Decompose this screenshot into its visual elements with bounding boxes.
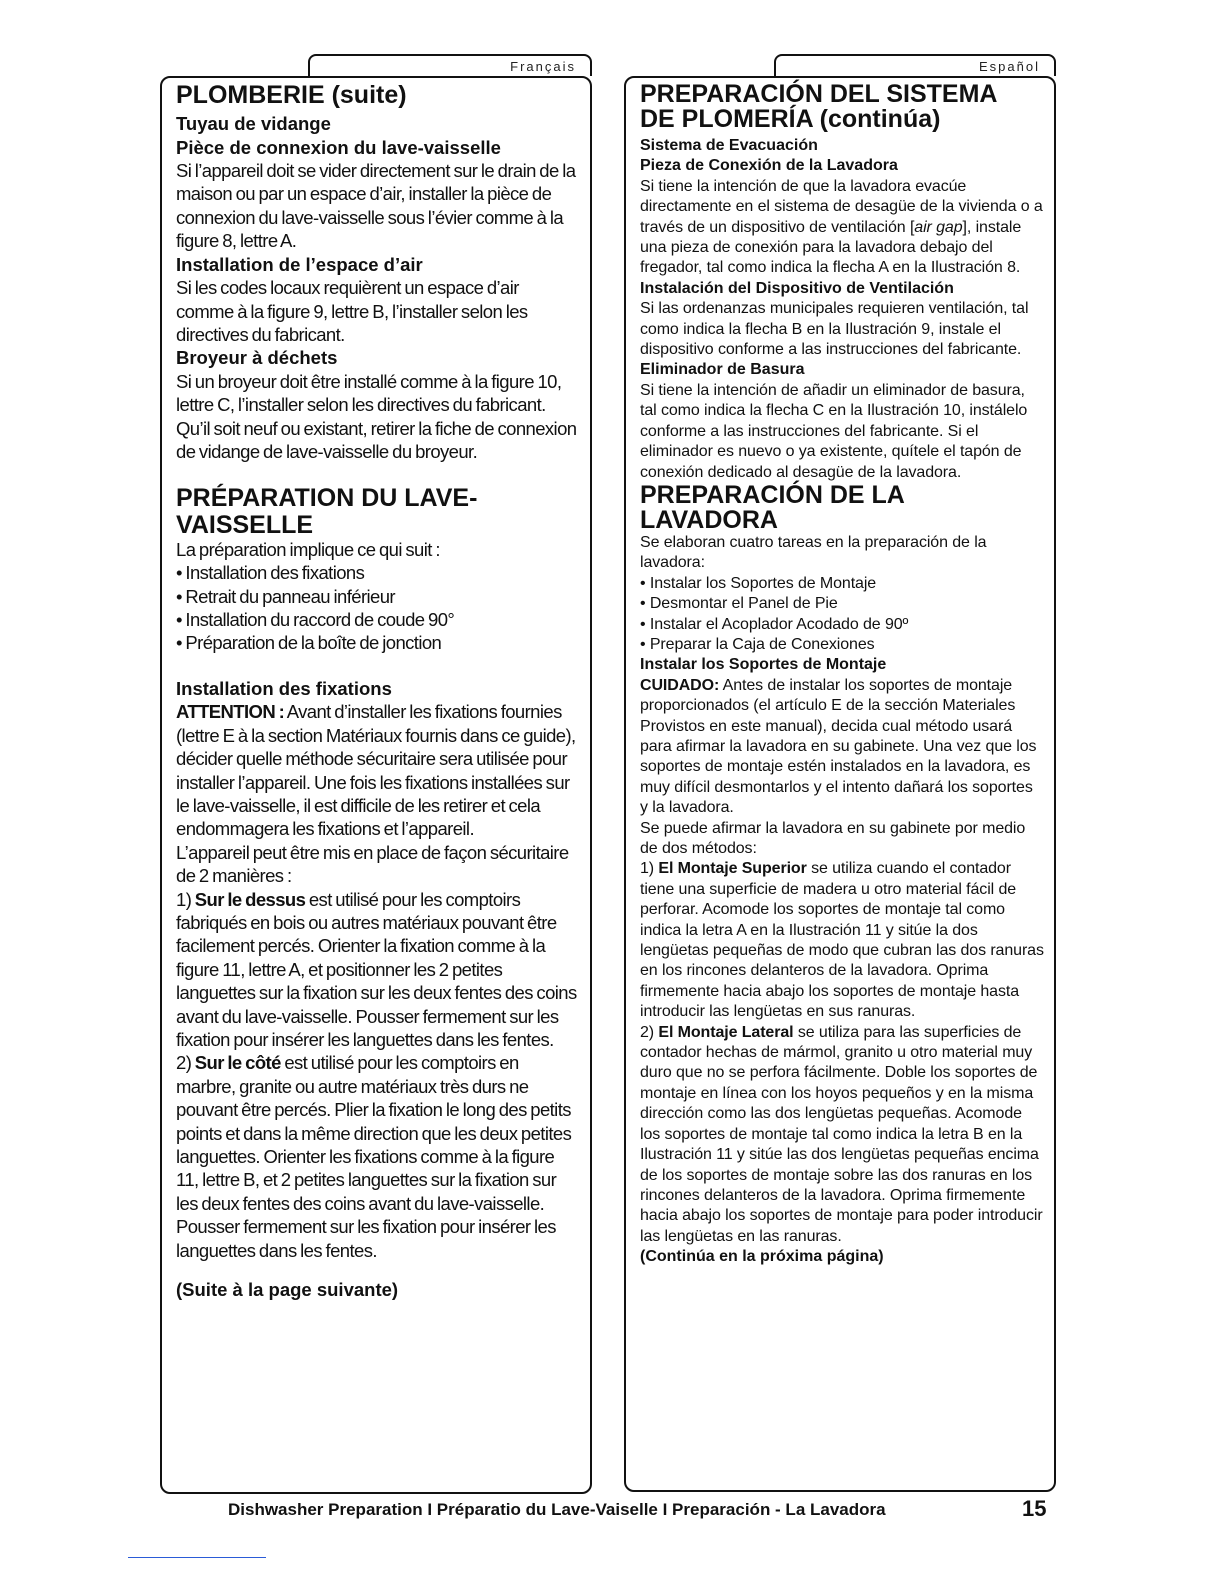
fr-subtitle-disposer: Broyeur à déchets [176,347,338,369]
fr-paragraph-attention [176,700,578,840]
fr-method-1-label: Sur le dessus [194,888,306,910]
fr-paragraph-method-1 [176,888,578,1052]
es-paragraph-connector [640,177,1044,279]
fr-method-1-text: est utilisé pour les comptoirs fabriqués en bois ou autres matériaux pouvant être facilement percés. Orienter la fixation comme à la figure 11, lettre A, et positionner les 2 petites languettes sur la fixation sur les deux fentes des coins avant du lave-vaisselle. Pousser fermement sur les fixation pour insérer les languettes dans les fentes. [176,888,577,1050]
es-method-1-number: 1) [640,860,659,878]
es-method-2-number: 2) [640,1023,659,1041]
es-method-2-label: El Montaje Lateral [658,1023,794,1041]
es-list-item: • Preparar la Caja de Conexiones [640,635,875,653]
es-title-plumbing-line-2: DE PLOMERÍA (continúa) [640,105,941,133]
es-subtitle-evacuation: Sistema de Evacuación [640,137,818,154]
es-method-1-text: se utiliza cuando el contador tiene una superficie de madera u otro material fácil de perforar. Acomode los soportes de montaje tal como indica la letra A en la Ilustración 11 y sitúe la dos lengüetas pequeñas de modo que cubran las dos ranuras en los rincones delanteros de la lavadora. Oprima firmemente hacia abajo los soportes de montaje hasta introducir las lengüetas en sus ranuras. [640,860,1044,1021]
es-connector-text-a: Si tiene la intención de que la lavadora evacúe directamente en el sistema de desagüe de la vivienda o a través de un dispositivo de ventilación [ [640,177,1043,236]
fr-subtitle-connector: Pièce de connexion du lave-vaisselle [176,136,501,158]
fr-title-preparation: PRÉPARATION DU LAVE-VAISSELLE [176,484,478,539]
french-column [160,76,592,1494]
es-subtitle-connector: Pieza de Conexión de la Lavadora [640,157,898,175]
es-list-item: • Instalar el Acoplador Acodado de 90º [640,615,909,633]
es-paragraph-methods: Se puede afirmar la lavadora en su gabinete por medio de dos métodos: [640,819,1026,857]
es-subtitle-vent: Instalación del Dispositivo de Ventilación [640,279,954,297]
fr-subtitle-drain: Tuyau de vidange [176,113,331,135]
fr-method-2-number: 2) [176,1052,195,1074]
es-list-item: • Desmontar el Panel de Pie [640,595,838,613]
fr-paragraph-airgap: Si les codes locaux requièrent un espace d’air comme à la figure 9, lettre B, l’installer selon les directives du fabricant. [176,277,528,345]
fr-paragraph-connector: Si l’appareil doit se vider directement sur le drain de la maison ou par un espace d’air, installer la pièce de connexion du lave-vaisselle sous l’évier comme à la figure 8, lettre A. [176,160,576,252]
es-list-item: • Instalar los Soportes de Montaje [640,574,877,592]
footer-text: Dishwasher Preparation I Préparatio du Lave-Vaiselle I Preparación - La Lavadora [228,1500,886,1519]
fr-list-item: • Retrait du panneau inférieur [176,585,395,607]
fr-paragraph-method-2 [176,1051,578,1262]
footer-divider-mark [128,1557,266,1558]
tab-francais: Français [308,54,592,76]
es-paragraph-method-2 [640,1023,1044,1247]
fr-list-item: • Installation du raccord de coude 90° [176,609,455,631]
fr-attention-text: Avant d’installer les fixations fournies (lettre E à la section Matériaux fournis dans ce guide), décider quelle méthode sécuritaire sera utilisée pour installer l’appareil. Une fois les fixations installées sur le lave-vaisselle, il est difficile de les retirer et cela endommagera les fixations et l’appareil. [176,701,576,840]
tab-espanol: Español [774,54,1056,76]
fr-method-2-label: Sur le côté [194,1052,281,1074]
fr-subtitle-fixations: Installation des fixations [176,677,392,699]
fr-method-1-number: 1) [176,888,195,910]
es-subtitle-mounting: Instalar los Soportes de Montaje [640,656,887,674]
page-number: 15 [1022,1496,1047,1521]
fr-method-2-text: est utilisé pour les comptoirs en marbre, granite ou autre matériaux très durs ne pouvant être percés. Plier la fixation le long des petits points et dans la même direction que les deux petites languettes. Orienter les fixations comme à la figure 11, lettre B, et 2 petites languettes sur la fixation sur les deux fentes des coins avant du lave-vaisselle. Pousser fermement sur les fixation pour insérer les languettes dans les fentes. [176,1052,572,1261]
fr-list-item: • Installation des fixations [176,562,365,584]
es-paragraph-garbage: Si tiene la intención de añadir un eliminador de basura, tal como indica la flecha C en la Ilustración 10, instálelo conforme a las instrucciones del fabricante. Si el eliminador es nuevo o ya existente, quítele el tapón de conexión dedicado al desagüe de la lavadora. [640,381,1028,481]
page-footer [228,1496,1058,1521]
fr-continued-note: (Suite à la page suivante) [176,1279,399,1301]
es-title-plumbing-line-1: PREPARACIÓN DEL SISTEMA [640,80,998,108]
es-title-preparation: PREPARACIÓN DE LA LAVADORA [640,480,904,534]
es-method-2-text: se utiliza para las superficies de contador hechas de mármol, granito u otro material muy duro que no se perfora fácilmente. Doble los soportes de montaje en línea con los hoyos pequeños y en la misma dirección como las dos lengüetas pequeñas. Acomode los soportes de montaje tal como indica la letra B en la Ilustración 11 y sitúe las dos lengüetas pequeñas encima de los soportes de montaje sobre las dos ranuras en los rincones delanteros de la lavadora. Oprima firmemente hacia abajo los soportes de montaje para poder introducir las lengüetas en las ranuras. [640,1023,1043,1245]
es-connector-text-b: ], instale una pieza de conexión para la lavadora debajo del fregador, tal como indica la flecha A en la Ilustración 8. [640,218,1022,277]
es-continued-note: (Continúa en la próxima página) [640,1248,884,1266]
es-connector-air-gap: air gap [914,218,963,236]
fr-attention-label: ATTENTION : [176,701,285,723]
es-paragraph-method-1 [640,859,1044,1022]
es-method-1-label: El Montaje Superior [658,860,807,878]
fr-subtitle-airgap: Installation de l’espace d’air [176,253,423,275]
fr-paragraph-preparation: La préparation implique ce qui suit : [176,538,440,560]
es-paragraph-vent: Si las ordenanzas municipales requieren ventilación, tal como indica la flecha B en la Ilustración 9, instale el dispositivo conforme a las instrucciones del fabricante. [640,300,1029,359]
es-caution-text: Antes de instalar los soportes de montaje proporcionados (el artículo E de la sección Materiales Provistos en este manual), decida cual método usará para afirmar la lavadora en su gabinete. Una vez que los soportes de montaje estén instalados en la lavadora, es muy difícil desmontarlos y el intento dañará los soportes y la lavadora. [640,676,1037,817]
fr-paragraph-disposer: Si un broyeur doit être installé comme à la figure 10, lettre C, l’installer selon les directives du fabricant. Qu’il soit neuf ou existant, retirer la fiche de connexion de vidange de lave-vaisselle du broyeur. [176,370,577,462]
es-paragraph-caution [640,676,1044,819]
es-paragraph-preparation: Se elaboran cuatro tareas en la preparación de la lavadora: [640,533,987,572]
es-subtitle-garbage: Eliminador de Basura [640,361,805,379]
es-caution-label: CUIDADO: [640,676,720,694]
spanish-column [624,76,1056,1492]
fr-list-item: • Préparation de la boîte de jonction [176,632,442,654]
fr-paragraph-methods: L’appareil peut être mis en place de façon sécuritaire de 2 manières : [176,841,569,887]
fr-title-plumbing: PLOMBERIE (suite) [176,81,407,109]
